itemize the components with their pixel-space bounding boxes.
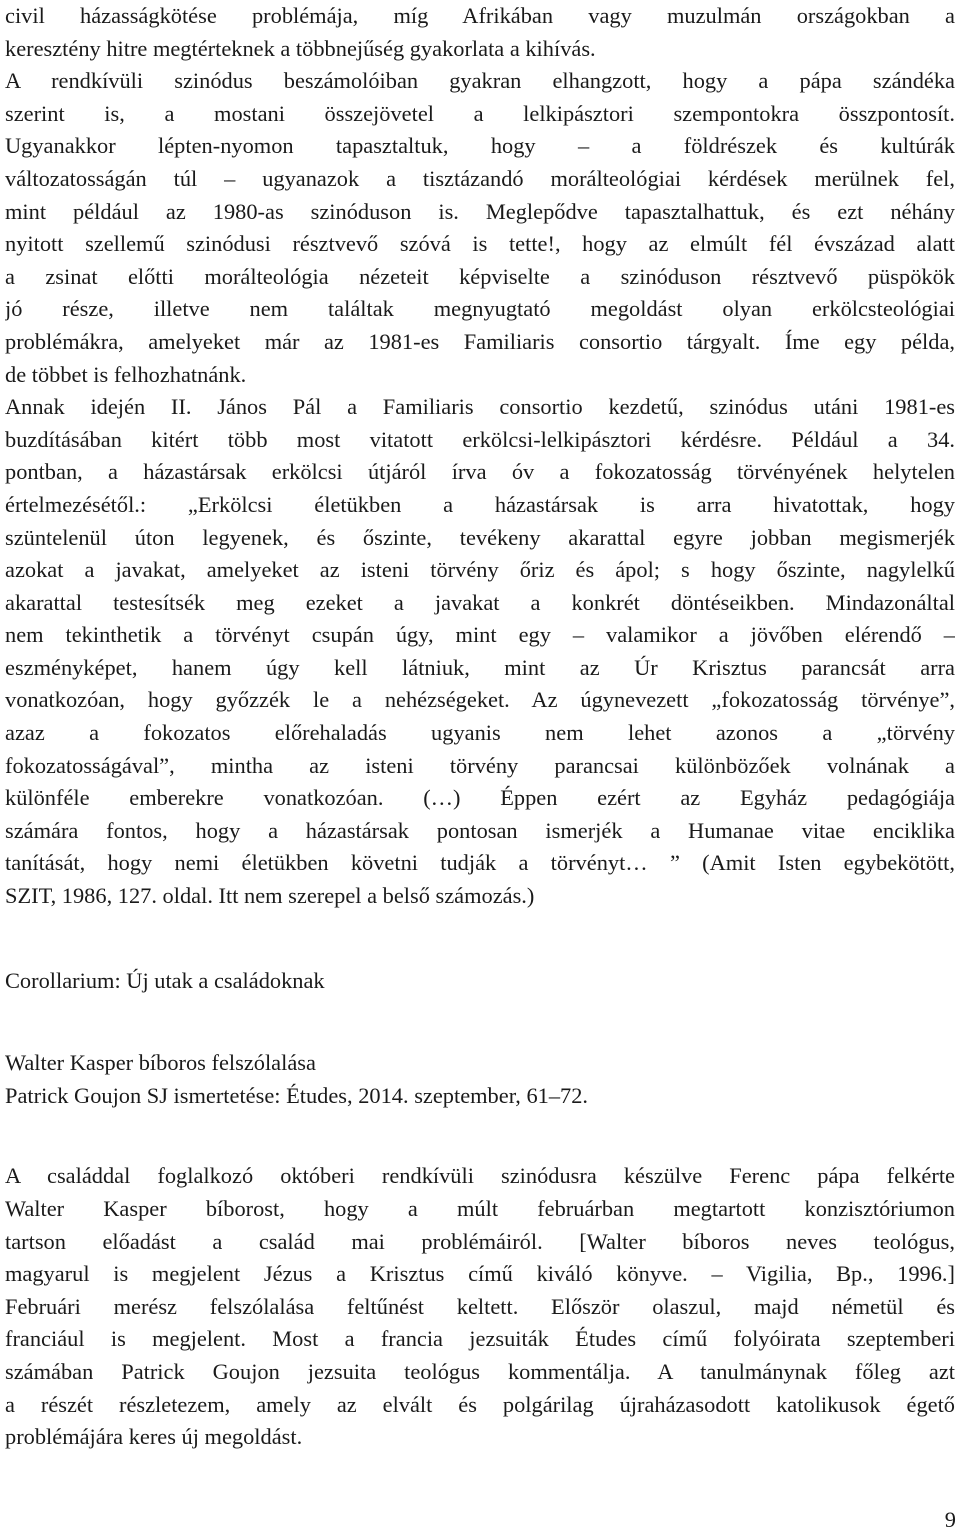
text-line: problémákra, amelyeket már az 1981-es Familiaris consortio tárgyalt. Íme egy példa, <box>5 328 955 354</box>
text-line: eszményképet, hanem úgy kell látniuk, mint az Úr Krisztus parancsát arra <box>5 654 955 680</box>
text-line: de többet is felhozhatnánk. <box>5 361 247 387</box>
text-line: keresztény hitre megtérteknek a többnejűség gyakorlata a kihívás. <box>5 35 596 61</box>
body-paragraph-2 <box>5 1160 955 1453</box>
text-line: fokozatosságával”, mintha az isteni törvény parancsai különbözőek volnának a <box>5 752 955 778</box>
section-spacer <box>5 1112 955 1160</box>
text-line: A rendkívüli szinódus beszámolóiban gyakran elhangzott, hogy a pápa szándéka <box>5 68 955 94</box>
text-line: civil házasságkötése problémája, míg Afrikában vagy muzulmán országokban a <box>5 3 955 28</box>
section-spacer <box>5 997 955 1047</box>
page-number: 9 <box>944 1507 956 1532</box>
text-line: A családdal foglalkozó októberi rendkívüli szinódusra készülve Ferenc pápa felkérte <box>5 1163 955 1189</box>
text-line: mint például az 1980-as szinóduson is. Meglepődve tapasztalhattuk, és ezt néhány <box>5 198 955 224</box>
text-line: franciául is megjelent. Most a francia jezsuiták Études című folyóirata szeptemberi <box>5 1326 955 1352</box>
text-line: Februári merész felszólalása feltűnést keltett. Először olaszul, majd németül és <box>5 1293 955 1319</box>
text-line: a zsinat előtti morálteológia nézeteit képviselte a szinóduson résztvevő püspökök <box>5 263 955 289</box>
section-spacer <box>5 913 955 965</box>
text-line: vonatkozóan, hogy győzzék le a nehézségeket. Az úgynevezett „fokozatosság törvénye”, <box>5 687 955 713</box>
text-line: változatosságán túl – ugyanazok a tisztázandó morálteológiai kérdések merülnek fel, <box>5 165 955 191</box>
text-line: különféle emberekre vonatkozóan. (…) Éppen ezért az Egyház pedagógiája <box>5 785 955 811</box>
text-line: problémájára keres új megoldást. <box>5 1424 303 1450</box>
document-page <box>5 0 955 1454</box>
text-line: tartson előadást a család mai problémáiról. [Walter bíboros neves teológus, <box>5 1228 955 1254</box>
text-line: Walter Kasper bíborost, hogy a múlt februárban megtartott konzisztóriumon <box>5 1196 955 1221</box>
text-line: pontban, a házastársak erkölcsi útjáról írva óv a fokozatosság törvényének helytelen <box>5 459 955 485</box>
text-line: magyarul is megjelent Jézus a Krisztus című kiváló könyve. – Vigilia, Bp., 1996.] <box>5 1261 955 1287</box>
text-line: értelmezésétől.: „Erkölcsi életükben a házastársak is arra hivatottak, hogy <box>5 491 955 517</box>
text-line: nyitott szellemű szinódusi résztvevő szóvá is tette!, hogy az elmúlt fél évszázad alatt <box>5 231 955 257</box>
text-line: Ugyanakkor lépten-nyomon tapasztaltuk, hogy – a földrészek és kultúrák <box>5 133 955 159</box>
text-line: nem tekinthetik a törvényt csupán úgy, mint egy – valamikor a jövőben elérendő – <box>5 622 955 648</box>
text-line: azaz a fokozatos előrehaladás ugyanis nem lehet azonos a „törvény <box>5 720 955 746</box>
text-line: jó része, illetve nem találtak megnyugtató megoldást olyan erkölcsteológiai <box>5 296 955 322</box>
text-line: szerint is, a mostani összejövetel a lelkipásztori szempontokra összpontosít. <box>5 100 955 126</box>
text-line: azokat a javakat, amelyeket az isteni törvény őriz és ápol; s hogy őszinte, nagylelkű <box>5 557 955 583</box>
text-line: Annak idején II. János Pál a Familiaris consortio kezdetű, szinódus utáni 1981-es <box>5 394 955 420</box>
text-line: SZIT, 1986, 127. oldal. Itt nem szerepel a belső számozás.) <box>5 883 535 909</box>
text-line: számára fontos, hogy a házastársak pontosan ismerjék a Humanae vitae enciklika <box>5 817 955 843</box>
text-line: buzdításában kitért több most vitatott erkölcsi-lelkipásztori kérdésre. Például a 34. <box>5 426 955 452</box>
body-paragraph-1 <box>5 0 955 913</box>
review-credit: Patrick Goujon SJ ismertetése: Études, 2014. szeptember, 61–72. <box>5 1082 589 1108</box>
text-line: számában Patrick Goujon jezsuita teológus kommentálja. A tanulmánynak főleg azt <box>5 1358 955 1384</box>
speech-title: Walter Kasper bíboros felszólalása <box>5 1050 316 1076</box>
text-line: tanítását, hogy nemi életükben követni tudják a törvényt… ” (Amit Isten egybekötött, <box>5 850 955 876</box>
text-line: a részét részletezem, amely az elvált és polgárilag újraházasodott katolikusok égető <box>5 1391 955 1417</box>
text-line: akarattal testesítsék meg ezeket a javakat a konkrét döntéseikben. Mindazonáltal <box>5 589 955 615</box>
corollarium-heading: Corollarium: Új utak a családoknak <box>5 967 325 993</box>
text-line: szüntelenül úton legyenek, és őszinte, tevékeny akarattal egyre jobban megismerjék <box>5 524 955 550</box>
